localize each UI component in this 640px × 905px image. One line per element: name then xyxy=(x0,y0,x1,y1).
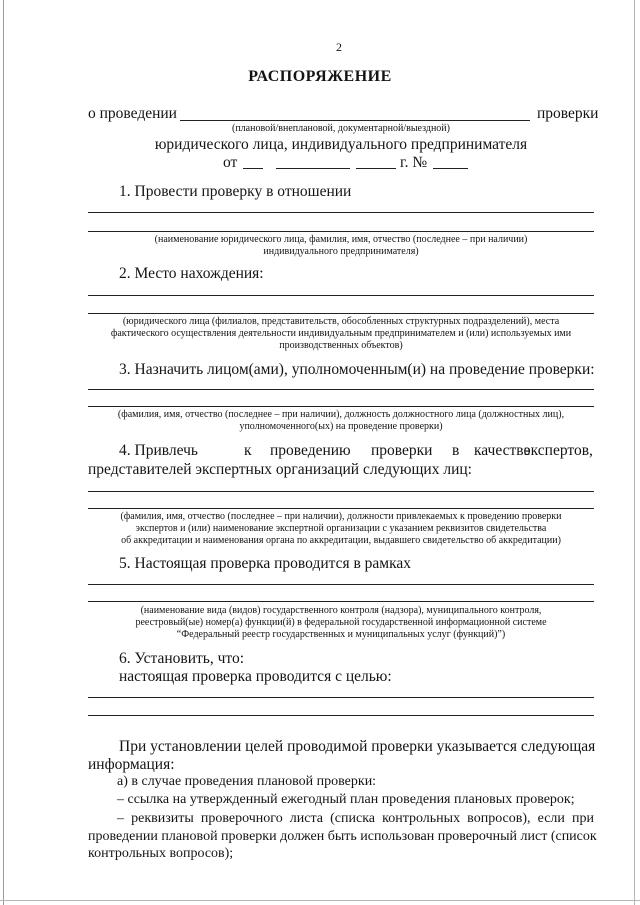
section-5-line-1 xyxy=(88,584,594,585)
section-5-hint-1: (наименование вида (видов) государственного контроля (надзора), муниципального контроля, xyxy=(140,605,542,616)
scan-bottom-edge xyxy=(0,900,640,901)
info-dash-1: – ссылка на утвержденный ежегодный план проведения плановых проверок; xyxy=(117,792,575,807)
date-number-label: г. № xyxy=(400,154,428,171)
section-6-label: 6. Установить, что: xyxy=(119,650,245,667)
section-2-hint-1: (юридического лица (филиалов, представительств, обособленных структурных подразделений), места xyxy=(122,316,560,327)
section-1-line-1 xyxy=(88,212,594,213)
header-subject: юридического лица, индивидуального предпринимателя xyxy=(154,136,528,153)
section-4-line-2: представителей экспертных организаций следующих лиц: xyxy=(88,461,472,478)
section-4-word-5: в xyxy=(452,442,460,459)
section-6-line-1 xyxy=(88,697,594,698)
section-6-line-2 xyxy=(88,715,594,716)
section-1-label: 1. Провести проверку в отношении xyxy=(119,183,352,200)
section-2-label: 2. Место нахождения: xyxy=(119,265,264,282)
info-dash-2-line-2: проведении плановой проверки должен быть использован проверочный лист (список xyxy=(88,829,597,844)
date-from-label: от xyxy=(223,154,238,171)
check-type-blank xyxy=(180,120,530,121)
section-3-line-1 xyxy=(88,389,594,390)
info-item-a: а) в случае проведения плановой проверки: xyxy=(117,774,377,789)
info-dash-2-line-3: контрольных вопросов); xyxy=(88,846,234,861)
date-day-blank xyxy=(243,168,263,169)
section-4-word-6: качестве xyxy=(474,442,531,459)
section-1-hint-2: индивидуального предпринимателя) xyxy=(263,246,419,257)
section-4-hint-2: экспертов и (или) наименование экспертной организации с указанием реквизитов свидетельства xyxy=(135,523,547,534)
section-4-line-1 xyxy=(88,491,594,492)
section-4-word-3: проведению xyxy=(270,442,351,459)
section-4-hint-3: об аккредитации и наименования органа по аккредитации, выдавшего свидетельство об аккредитации) xyxy=(121,535,561,546)
info-dash-2-line-1: – реквизиты проверочного листа (списка контрольных вопросов), если при xyxy=(117,811,594,826)
section-3-line-2 xyxy=(88,406,594,407)
section-5-line-2 xyxy=(88,601,594,602)
check-type-hint: (плановой/внеплановой, документарной/выездной) xyxy=(232,123,450,134)
date-year-blank xyxy=(356,168,396,169)
section-2-line-2 xyxy=(88,313,594,314)
date-month-blank xyxy=(276,168,350,169)
info-intro-line-2: информация: xyxy=(88,756,175,773)
section-5-hint-2: реестровый(ые) номер(а) функции(й) в федеральной государственной информационной системе xyxy=(135,617,547,628)
order-number-blank xyxy=(433,168,468,169)
section-5-label: 5. Настоящая проверка проводится в рамках xyxy=(119,555,412,572)
scan-right-edge xyxy=(634,0,635,905)
section-3-label: 3. Назначить лицом(ами), уполномоченным(и) на проведение проверки: xyxy=(119,361,595,378)
section-2-line-1 xyxy=(88,295,594,296)
document-title: РАСПОРЯЖЕНИЕ xyxy=(248,68,392,85)
section-1-line-2 xyxy=(88,231,594,232)
section-3-hint-1: (фамилия, имя, отчество (последнее – при наличии), должность должностного лица (должностных лиц), xyxy=(117,409,565,420)
section-4-word-1: 4. Привлечь xyxy=(119,442,198,459)
page-number: 2 xyxy=(336,40,342,54)
section-4-word-7: экспертов, xyxy=(524,442,593,459)
section-2-hint-3: производственных объектов) xyxy=(279,340,403,351)
section-3-hint-2: уполномоченного(ых) на проведение проверки) xyxy=(239,421,443,432)
section-4-hint-1: (фамилия, имя, отчество (последнее – при наличии), должности привлекаемых к проведению проверки xyxy=(120,511,562,522)
section-6-sub: настоящая проверка проводится с целью: xyxy=(119,668,392,685)
section-2-hint-2: фактического осуществления деятельности индивидуальным предпринимателем и (или) используемых ими xyxy=(110,328,572,339)
scan-left-edge xyxy=(3,0,4,905)
header-prefix: о проведении xyxy=(88,105,177,122)
info-intro-line-1: При установлении целей проводимой проверки указывается следующая xyxy=(119,738,596,755)
header-suffix: проверки xyxy=(537,105,599,122)
section-4-word-2: к xyxy=(244,442,252,459)
section-4-word-4: проверки xyxy=(371,442,433,459)
section-4-line-2-rule xyxy=(88,508,594,509)
section-5-hint-3: “Федеральный реестр государственных и муниципальных услуг (функций)”) xyxy=(176,629,506,640)
section-1-hint-1: (наименование юридического лица, фамилия, имя, отчество (последнее – при наличии) xyxy=(154,234,528,245)
